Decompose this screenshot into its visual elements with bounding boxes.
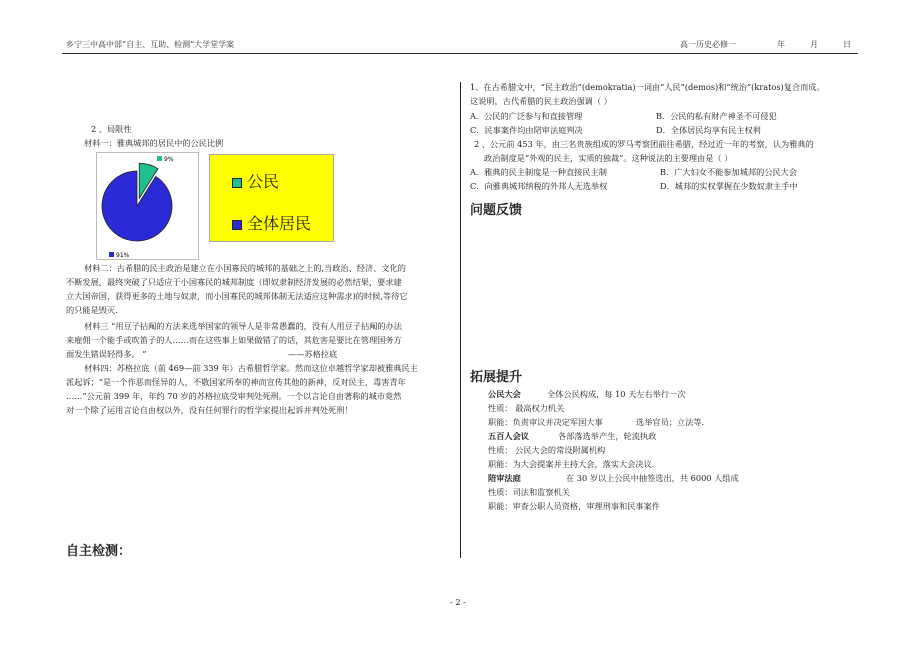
q1-option-a: A．公民的广泛参与和直接管理 [470,111,583,121]
q1-line-2: 这说明，古代希腊的民主政治强调（ ） [470,96,612,106]
assembly-desc: 全体公民构成，每 10 天左右举行一次 [547,389,686,399]
header-day: 日 [843,40,851,49]
chart-legend [209,154,334,242]
material2-line-2: 不断发展，最终突破了只适应于小国寡民的城邦制度（即奴隶制经济发展的必然结果，要求建 [66,277,402,287]
page-number: - 2 - [450,597,466,607]
q2-option-a: A．雅典的民主制度是一种直接民主制 [470,167,607,177]
material2-line-1: 材料二：古希腊的民主政治是建立在小国寡民的城邦的基础之上的,当政治、经济、文化的 [84,263,406,273]
legend-item-residents [232,211,311,234]
header-year: 年 [777,40,785,49]
court-nature: 性质：司法和监察机关 [488,487,570,497]
pie-label-swatch-1 [109,252,114,257]
court-desc: 在 30 岁以上公民中抽签选出，共 6000 人组成 [566,473,739,483]
court-name: 陪审法庭 [488,473,521,483]
court-duty: 职能：审查公职人员资格，审理刑事和民事案件 [488,501,660,511]
q1-option-c: C．民事案件均由陪审法庭判决 [470,125,583,135]
pie-svg [97,153,200,261]
header-school: 乡宁三中高中部“自主、互助、检测”大学堂学案 [66,40,235,49]
feedback-title: 问题反馈 [470,203,523,218]
q1-option-b: B．公民的私有财产神圣不可侵犯 [656,111,777,121]
material4-line-4: 对一个除了运用言论自由权以外，没有任何罪行的哲学家提出起诉并判处死刑！ [66,405,353,415]
material4-line-3: ……”公元前 399 年，年约 70 岁的苏格拉底受审判处死刑。一个以言论自由著称的城市竟然 [66,391,402,401]
q2-option-c: C．向雅典城邦纳税的外邦人无选举权 [470,181,608,191]
pie-data-label-1: 91% [116,252,130,259]
q1-option-d: D．全体居民均享有民主权利 [656,125,761,135]
council-desc: 各部落选举产生，轮流执政 [558,431,657,441]
q2-option-d: D．城邦的实权掌握在少数奴隶主手中 [660,181,798,191]
legend-swatch-citizens [232,178,242,188]
material2-line-4: 的只能是毁灭. [66,305,118,315]
legend-item-citizens [232,169,279,192]
q2-option-b: B．广大妇女不能参加城邦的公民大会 [660,167,798,177]
council-nature: 性质： 公民大会的常设附属机构 [488,445,606,455]
material4-line-2: 派起诉；“是一个作恶而怪异的人，不敬国家所奉的神而宣传其他的新神，反对民主，毒害青年 [66,377,406,387]
council-duty: 职能：为大会提案并主持大会，落实大会决议. [488,459,655,469]
header-month: 月 [810,40,818,49]
material4-line-1: 材料四：苏格拉底（前 469—前 339 年）古希腊哲学家。然而这位卓越哲学家却被雅典民主 [84,363,418,373]
assembly-name: 公民大会 [488,389,521,399]
q1-line-1: 1、在古希腊文中，“民主政治”(demokratia)一词由“人民”(demos)和“统治”(kratos)复合而成。 [470,82,825,92]
pie-data-label-0: 9% [164,156,174,163]
legend-label-citizens: 公民 [247,172,280,191]
material3-line-2: 来雇佣一个能手或吹笛子的人……而在这些事上如果做错了的话，其危害是要比在管理国务方 [66,335,402,345]
material3-line-1: 材料三 “用豆子拈阄的方法来选举国家的领导人是非常愚蠢的，没有人用豆子拈阄的办法 [84,321,402,331]
pie-slice-1 [102,171,172,241]
extend-title: 拓展提升 [470,370,523,385]
column-divider [460,82,461,558]
material3-source: ——苏格拉底 [288,349,338,359]
header-rule [62,53,858,54]
legend-swatch-residents [232,220,242,230]
q2-line-1: 2 、公元前 453 年，由三名贵族组成的罗马考察团前往希腊，经过近一年的考察，认为雅典的 [474,139,814,149]
council-name: 五百人会议 [488,431,529,441]
pie-chart [96,152,199,260]
material2-line-3: 立大国帝国，获得更多的土地与奴隶，而小国寡民的城邦体制无法适应这种需求)的时候,等待它 [66,291,408,301]
assembly-nature: 性质： 最高权力机关 [488,403,565,413]
legend-label-residents: 全体居民 [247,214,312,233]
section-title: 2 、局限性 [91,124,132,134]
material3-line-3: 面发生错误轻得多。 ” [66,349,147,359]
material1-title: 材料一：雅典城邦的居民中的公民比例 [84,138,224,148]
self-check-title: 自主检测： [66,544,132,559]
pie-label-swatch-0 [157,156,162,161]
assembly-duty-b: 选举官员；立法等. [636,417,705,427]
header-subject: 高一历史必修一 [680,40,736,49]
assembly-duty-a: 职能：负责审议并决定军国大事 [488,417,603,427]
q2-line-2: 政治制度是“外观的民主，实质的独裁”。这种说法的主要理由是（ ） [484,153,733,163]
